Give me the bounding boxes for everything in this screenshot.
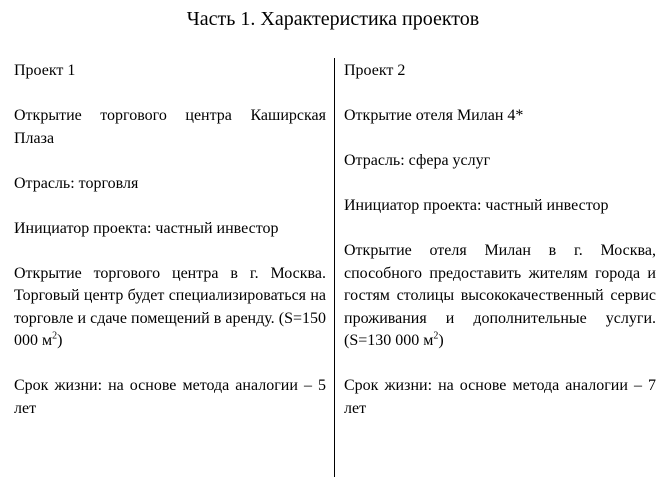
- project-1-column: [14, 60, 326, 443]
- project-1-area-value: (S=150 000 м: [14, 309, 327, 349]
- project-2-area-value: (S=130 000 м: [344, 332, 434, 349]
- project-1-industry: Отрасль: торговля: [14, 174, 139, 192]
- project-2-area-close: ): [438, 332, 444, 349]
- project-1-area-unit-power: 2: [52, 330, 58, 342]
- project-2-name: Открытие отеля Милан 4*: [344, 107, 524, 124]
- project-2-area-unit-power: 2: [433, 330, 439, 342]
- project-1-description: Открытие торгового центра в г. Москва. Торговый центр будет специализироваться на торговле и сдаче помещений в аренду.: [14, 264, 326, 327]
- project-2-industry: Отрасль: сфера услуг: [344, 152, 491, 169]
- column-divider: [334, 58, 335, 477]
- project-2-heading: Проект 2: [344, 62, 406, 79]
- project-2-description-block: [344, 240, 656, 353]
- page-title: Часть 1. Характеристика проектов: [186, 8, 480, 30]
- project-1-heading: Проект 1: [14, 62, 76, 79]
- project-1-initiator: Инициатор проекта: частный инвестор: [14, 219, 279, 237]
- project-2-lifetime: Срок жизни: на основе метода аналогии – 7 лет: [344, 377, 656, 417]
- project-1-area-close: ): [57, 332, 63, 349]
- project-2-initiator: Инициатор проекта: частный инвестор: [344, 197, 609, 214]
- project-1-name: Открытие торгового центра Каширская Плаза: [14, 107, 326, 147]
- project-1-lifetime: Срок жизни: на основе метода аналогии – 5 лет: [14, 377, 326, 417]
- project-2-column: [344, 60, 656, 443]
- project-2-description: Открытие отеля Милан в г. Москва, способного предоставить жителям города и гостям столицы высококачественный сервис проживания и дополнительные услуги.: [344, 242, 656, 327]
- project-2-area: [344, 332, 444, 349]
- project-1-description-block: [14, 263, 326, 353]
